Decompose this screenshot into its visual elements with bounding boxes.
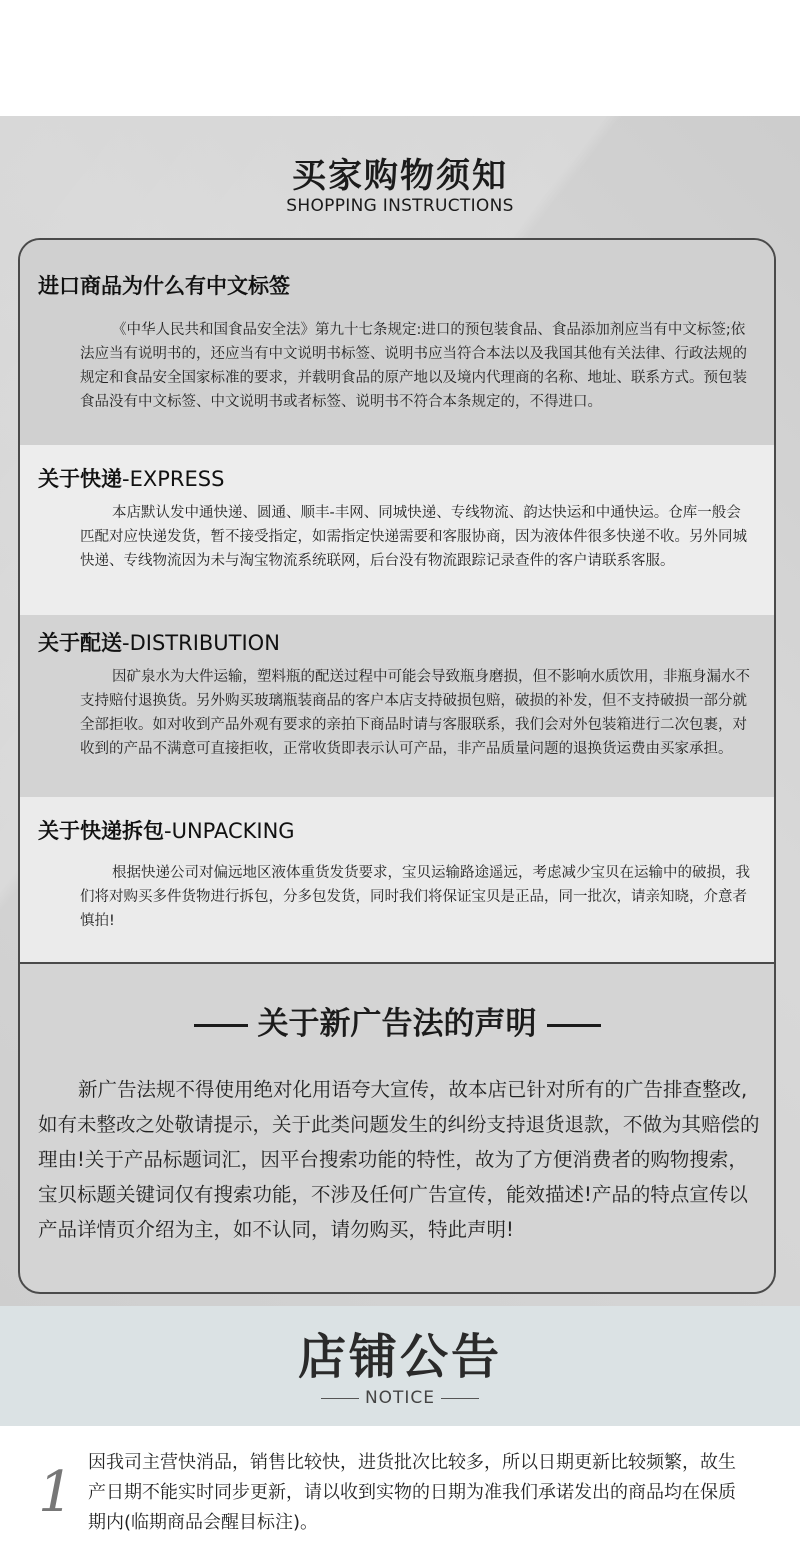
instructions-card [18,238,776,966]
declaration-title [20,998,774,1043]
subtitle-line-left [321,1398,359,1399]
notice-subtitle [0,1388,800,1408]
notice-subtitle-text: NOTICE [364,1388,436,1408]
section-import-label [20,240,774,445]
notice-item-number: 1 [38,1460,74,1525]
section-title-en: -EXPRESS [122,467,225,491]
section-title-en: -UNPACKING [164,819,295,843]
section-body: 《中华人民共和国食品安全法》第九十七条规定:进口的预包装食品、食品添加剂应当有中文标签;依法应当有说明书的，还应当有中文说明书标签、说明书应当符合本法以及我国其他有关法律、行政法规的规定和食品安全国家标准的要求，并载明食品的原产地以及境内代理商的名称、地址、联系方式。预包装食品没有中文标签、中文说明书或者标签、说明书不符合本条规定的，不得进口。 [80,322,747,410]
section-title [38,627,280,657]
section-title-cn: 关于快递 [38,467,122,491]
title-dash-right [547,1024,601,1027]
section-body: 因矿泉水为大件运输，塑料瓶的配送过程中可能会导致瓶身磨损，但不影响水质饮用，非瓶身漏水不支持赔付退换货。另外购买玻璃瓶装商品的客户本店支持破损包赔，破损的补发，但不支持破损一部分就全部拒收。如对收到产品外观有要求的亲拍下商品时请与客服联系，我们会对外包装箱进行二次包裹，对收到的产品不满意可直接拒收，正常收货即表示认可产品，非产品质量问题的退换货运费由买家承担。 [80,669,750,757]
section-title-cn: 关于配送 [38,631,122,655]
section-title-cn: 进口商品为什么有中文标签 [38,274,290,298]
declaration-box [18,962,776,1294]
top-blank-area [0,0,800,116]
section-express [20,445,774,615]
section-unpacking [20,797,774,966]
section-title-en: -DISTRIBUTION [122,631,280,655]
subtitle-line-right [441,1398,479,1399]
section-title-cn: 关于快递拆包 [38,819,164,843]
notice-title: 店铺公告 [297,1329,502,1385]
declaration-body: 新广告法规不得使用绝对化用语夸大宣传，故本店已针对所有的广告排查整改,如有未整改之处敬请提示，关于此类问题发生的纠纷支持退货退款，不做为其赔偿的理由!关于产品标题词汇，因平台搜索功能的特性，故为了方便消费者的购物搜索，宝贝标题关键词仅有搜索功能，不涉及任何广告宣传，能效描述!产品的特点宣传以产品详情页介绍为主，如不认同，请勿购买，特此声明! [38,1078,760,1241]
notice-item-text: 因我司主营快消品，销售比较快，进货批次比较多，所以日期更新比较频繁，故生产日期不能实时同步更新，请以收到实物的日期为准我们承诺发出的商品均在保质期内(临期商品会醒目标注)。 [88,1452,736,1533]
page-subtitle: SHOPPING INSTRUCTIONS [286,196,514,216]
title-dash-left [194,1024,248,1027]
declaration-title-text: 关于新广告法的声明 [257,1006,537,1042]
section-title [38,270,290,300]
section-title [38,463,224,493]
section-title [38,815,295,845]
section-body: 本店默认发中通快递、圆通、顺丰-丰网、同城快递、专线物流、韵达快运和中通快运。仓库一般会匹配对应快递发货，暂不接受指定，如需指定快递需要和客服协商，因为液体件很多快递不收。另外同城快递、专线物流因为未与淘宝物流系统联网，后台没有物流跟踪记录查件的客户请联系客服。 [80,505,747,569]
page-title: 买家购物须知 [292,156,508,196]
section-distribution [20,615,774,797]
section-body: 根据快递公司对偏远地区液体重货发货要求，宝贝运输路途遥远，考虑减少宝贝在运输中的破损，我们将对购买多件货物进行拆包，分多包发货，同时我们将保证宝贝是正品，同一批次，请亲知晓，介意者慎拍! [80,865,750,929]
